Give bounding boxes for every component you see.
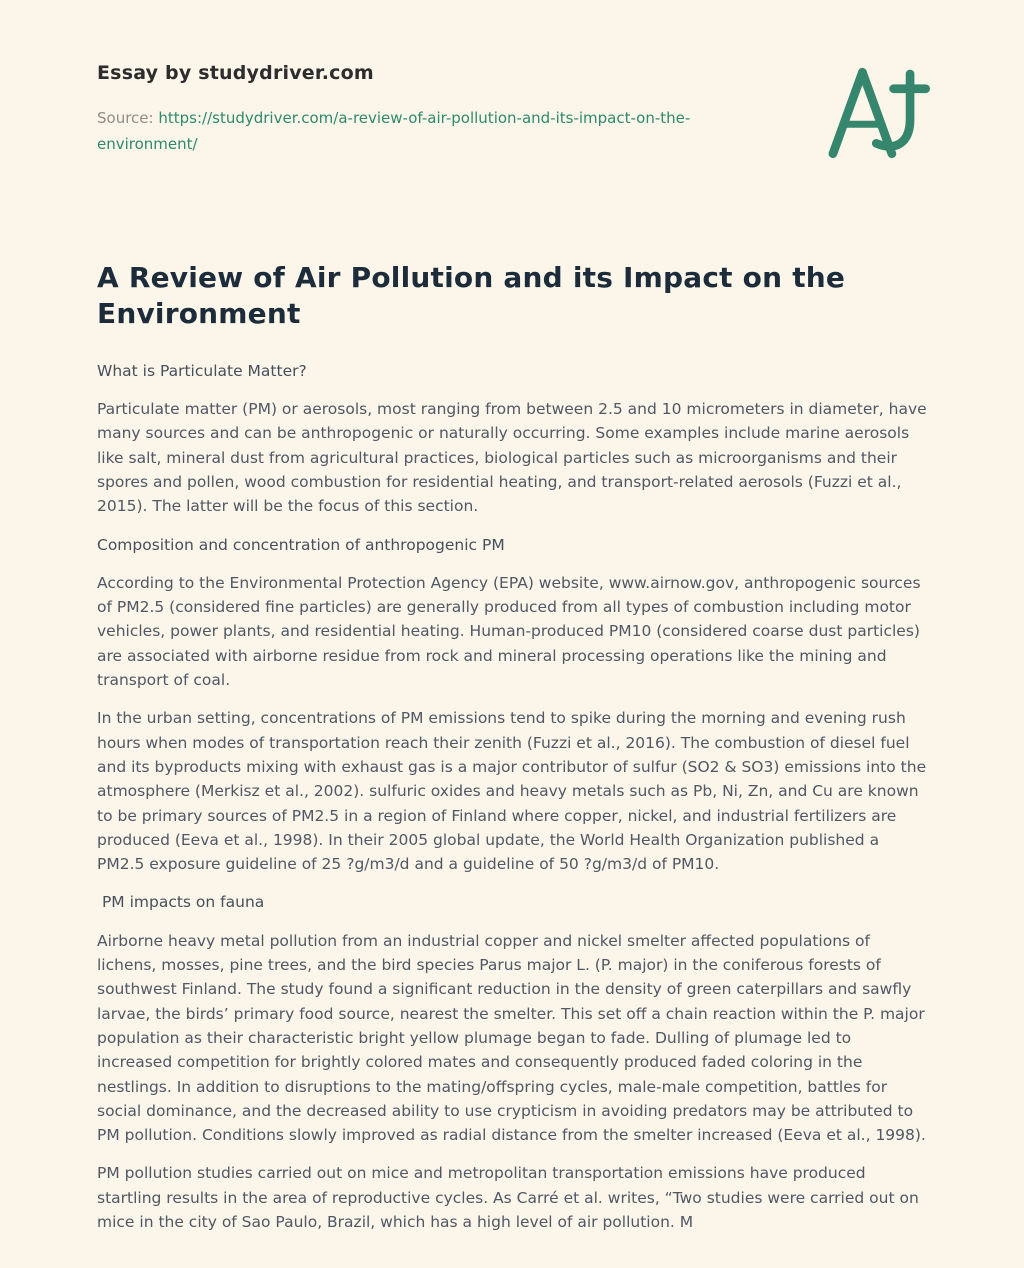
source-line: [97, 106, 707, 157]
document-title: A Review of Air Pollution and its Impact on the Environment: [97, 261, 846, 331]
paragraph-particulate-matter: Particulate matter (PM) or aerosols, most ranging from between 2.5 and 10 micrometers in diameter, have many sources and can be anthropogenic or naturally occurring. Some examples include marine aerosols like salt, mineral dust from agricultural practices, biological particles such as microorganisms and their spores and pollen, wood combustion for residential heating, and transport-related aerosols (Fuzzi et al., 2015). The latter will be the focus of this section.: [97, 400, 927, 516]
studydriver-logo-icon: [826, 64, 930, 162]
section-heading-composition: Composition and concentration of anthropogenic PM: [97, 535, 505, 554]
header-text-block: [97, 62, 707, 157]
section-heading-what-is-pm: What is Particulate Matter?: [97, 361, 307, 380]
document-main: [97, 260, 930, 1234]
essay-by-line: Essay by studydriver.com: [97, 62, 374, 84]
source-label: Source:: [97, 109, 154, 127]
paragraph-smelter-fauna: Airborne heavy metal pollution from an industrial copper and nickel smelter affected populations of lichens, mosses, pine trees, and the bird species Parus major L. (P. major) in the coniferous forests of southwest Finland. The study found a significant reduction in the density of green caterpillars and sawfly larvae, the birds’ primary food source, nearest the smelter. This set off a chain reaction within the P. major population as their characteristic bright yellow plumage began to fade. Dulling of plumage led to increased competition for brightly colored mates and consequently produced faded coloring in the nestlings. In addition to disruptions to the mating/offspring cycles, male-male competition, battles for social dominance, and the decreased ability to use crypticism in avoiding predators may be attributed to PM pollution. Conditions slowly improved as radial distance from the smelter increased (Eeva et al., 1998).: [97, 931, 926, 1145]
source-url-link[interactable]: https://studydriver.com/a-review-of-air-pollution-and-its-impact-on-the-environment/: [97, 109, 691, 153]
paragraph-urban-emissions: In the urban setting, concentrations of PM emissions tend to spike during the morning and evening rush hours when modes of transportation reach their zenith (Fuzzi et al., 2016). The combustion of diesel fuel and its byproducts mixing with exhaust gas is a major contributor of sulfur (SO2 & SO3) emissions into the atmosphere (Merkisz et al., 2002). sulfuric oxides and heavy metals such as Pb, Ni, Zn, and Cu are known to be primary sources of PM2.5 in a region of Finland where copper, nickel, and industrial fertilizers are produced (Eeva et al., 1998). In their 2005 global update, the World Health Organization published a PM2.5 exposure guideline of 25 ?g/m3/d and a guideline of 50 ?g/m3/d of PM10.: [97, 709, 927, 874]
document-header: [97, 62, 930, 162]
section-heading-pm-impacts-fauna: PM impacts on fauna: [97, 893, 265, 912]
paragraph-epa-sources: According to the Environmental Protection Agency (EPA) website, www.airnow.gov, anthropogenic sources of PM2.5 (considered fine particles) are generally produced from all types of combustion including motor vehicles, power plants, and residential heating. Human-produced PM10 (considered coarse dust particles) are associated with airborne residue from rock and mineral processing operations like the mining and transport of coal.: [97, 573, 921, 690]
paragraph-mice-studies: PM pollution studies carried out on mice and metropolitan transportation emissions have produced startling results in the area of reproductive cycles. As Carré et al. writes, “Two studies were carried out on mice in the city of Sao Paulo, Brazil, which has a high level of air pollution. M: [97, 1164, 919, 1231]
studydriver-logo: [826, 64, 930, 162]
